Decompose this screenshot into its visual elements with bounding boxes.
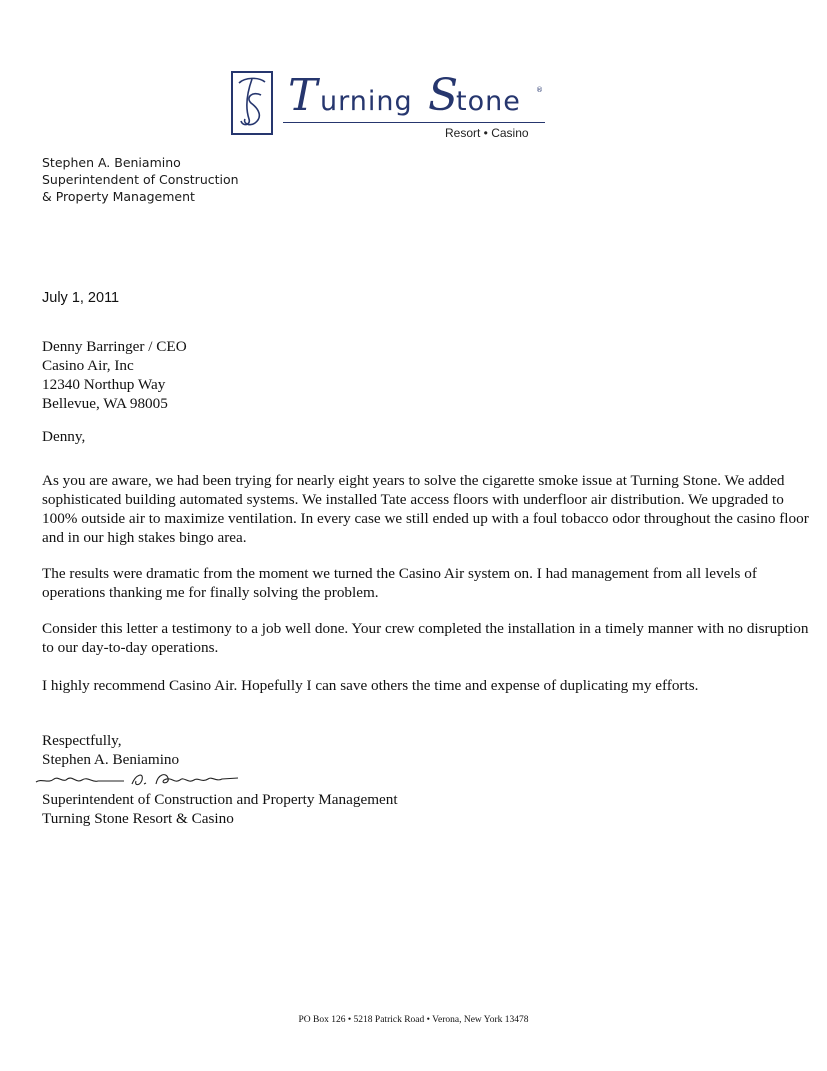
sender-title-line1: Superintendent of Construction <box>42 172 239 187</box>
sender-title-line2: & Property Management <box>42 189 195 204</box>
sender-block <box>42 154 239 205</box>
logo-wordmark <box>288 62 550 122</box>
handwritten-signature <box>32 766 244 790</box>
svg-text:S: S <box>428 70 459 121</box>
closing-block <box>42 731 179 769</box>
sender-name: Stephen A. Beniamino <box>42 155 181 170</box>
signatory-block <box>42 790 398 828</box>
signatory-title: Superintendent of Construction and Property Management <box>42 791 398 808</box>
footer-address: PO Box 126 • 5218 Patrick Road • Verona, New York 13478 <box>298 1015 529 1025</box>
body-paragraph-3: Consider this letter a testimony to a job well done. Your crew completed the installation in a timely manner with no disruption to our day-to-day operations. <box>42 620 809 656</box>
recipient-name: Denny Barringer / CEO <box>42 338 187 355</box>
letter-date: July 1, 2011 <box>42 290 120 306</box>
svg-text:urning: urning <box>320 86 413 117</box>
body-paragraph-1: As you are aware, we had been trying for nearly eight years to solve the cigarette smoke issue at Turning Stone. We added sophisticated building automated systems. We installed Tate access floors with underfloor air distribution. We upgraded to 100% outside air to maximize ventilation. In every case we still ended up with a foul tobacco odor throughout the casino floor and in our high stakes bingo area. <box>42 472 809 546</box>
closing-name: Stephen A. Beniamino <box>42 751 180 768</box>
logo-monogram <box>231 71 273 135</box>
signatory-organization: Turning Stone Resort & Casino <box>42 810 234 827</box>
recipient-company: Casino Air, Inc <box>42 357 134 374</box>
logo-underline <box>283 122 545 123</box>
logo-tagline: Resort • Casino <box>445 126 529 140</box>
recipient-street: 12340 Northup Way <box>42 376 166 393</box>
salutation: Denny, <box>42 428 86 445</box>
svg-text:®: ® <box>536 86 543 94</box>
svg-text:T: T <box>288 70 318 121</box>
svg-text:tone: tone <box>456 86 521 117</box>
body-paragraph-2: The results were dramatic from the moment we turned the Casino Air system on. I had management from all levels of operations thanking me for finally solving the problem. <box>42 565 757 601</box>
valediction: Respectfully, <box>42 732 122 749</box>
recipient-city: Bellevue, WA 98005 <box>42 395 168 412</box>
body-paragraph-4: I highly recommend Casino Air. Hopefully I can save others the time and expense of duplicating my efforts. <box>42 677 699 694</box>
recipient-address <box>42 337 187 413</box>
